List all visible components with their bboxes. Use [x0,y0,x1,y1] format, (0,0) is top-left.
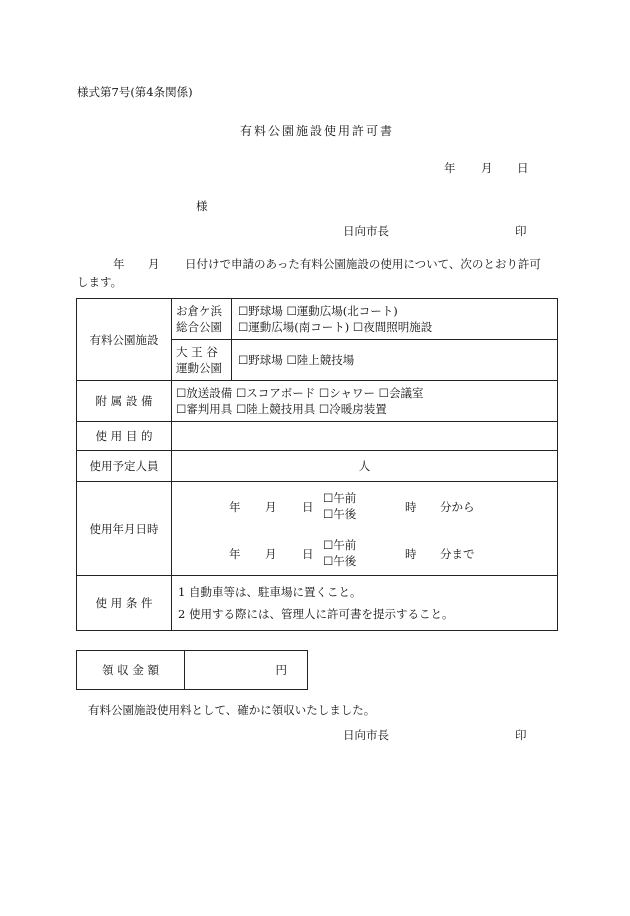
header-date-day: 日 [517,161,529,175]
receipt-amount-field[interactable] [185,651,308,690]
intro-text-line2: します。 [77,275,123,289]
purpose-label: 使 用 目 的 [77,422,172,451]
issuer-name: 日向市長 [343,224,389,238]
condition-item-2: 2 使用する際には、管理人に許可書を提示すること。 [178,607,454,621]
purpose-field[interactable] [172,422,558,451]
intro-month: 月 [148,257,160,271]
receipt-issuer: 日向市長 [343,728,389,742]
receipt-statement: 有料公園施設使用料として、確かに領収いたしました。 [88,703,376,717]
planned-people-label: 使用予定人員 [77,451,172,482]
park1-options [232,299,558,340]
to-minute-suffix: 分まで [440,547,475,561]
header-date-year: 年 [444,161,456,175]
datetime-label: 使用年月日時 [77,482,172,576]
conditions-label: 使 用 条 件 [77,576,172,631]
to-month: 月 [265,547,277,561]
intro-text-line1: 日付けで申請のあった有料公園施設の使用について、次のとおり許可 [185,257,541,271]
intro-year: 年 [113,257,125,271]
receipt-amount-label: 領 収 金 額 [77,651,185,690]
park1-name-line2: 総合公園 [176,320,222,334]
issuer-seal: 印 [515,224,527,238]
park1-name-line1: お倉ケ浜 [176,304,222,318]
to-year: 年 [229,547,241,561]
from-pm-checkbox[interactable]: ☐午後 [323,507,357,521]
park1-name [172,299,232,340]
planned-people-field[interactable] [172,451,558,482]
from-day: 日 [302,500,314,514]
park2-name-line1: 大 王 谷 [176,345,218,359]
permit-table [76,298,558,631]
to-hour: 時 [405,547,417,561]
equipment-line2[interactable]: ☐審判用具 ☐陸上競技用具 ☐冷暖房装置 [176,402,387,416]
from-minute-suffix: 分から [440,500,475,514]
park1-option-line1[interactable]: ☐野球場 ☐運動広場(北コート) [238,304,398,318]
to-pm-checkbox[interactable]: ☐午後 [323,554,357,568]
to-day: 日 [302,547,314,561]
park1-option-line2[interactable]: ☐運動広場(南コート) ☐夜間照明施設 [238,320,433,334]
document-title: 有料公園施設使用許可書 [240,124,395,138]
receipt-table [76,650,308,690]
equipment-options [172,381,558,422]
conditions-field [172,576,558,631]
park2-name [172,340,232,381]
condition-item-1: 1 自動車等は、駐車場に置くこと。 [178,585,362,599]
from-month: 月 [265,500,277,514]
addressee-suffix: 様 [196,199,208,213]
from-am-checkbox[interactable]: ☐午前 [323,491,357,505]
from-hour: 時 [405,500,417,514]
equipment-line1[interactable]: ☐放送設備 ☐スコアボード ☐シャワー ☐会議室 [176,386,424,400]
header-date-month: 月 [481,161,493,175]
facility-label: 有料公園施設 [77,299,172,381]
equipment-label: 附 属 設 備 [77,381,172,422]
datetime-field[interactable] [172,482,558,576]
from-year: 年 [229,500,241,514]
to-am-checkbox[interactable]: ☐午前 [323,538,357,552]
people-unit: 人 [358,459,371,473]
park2-options[interactable]: ☐野球場 ☐陸上競技場 [232,340,558,381]
park2-name-line2: 運動公園 [176,361,222,375]
receipt-seal: 印 [515,728,527,742]
yen-unit: 円 [275,663,287,677]
form-number: 様式第7号(第4条関係) [77,85,193,99]
